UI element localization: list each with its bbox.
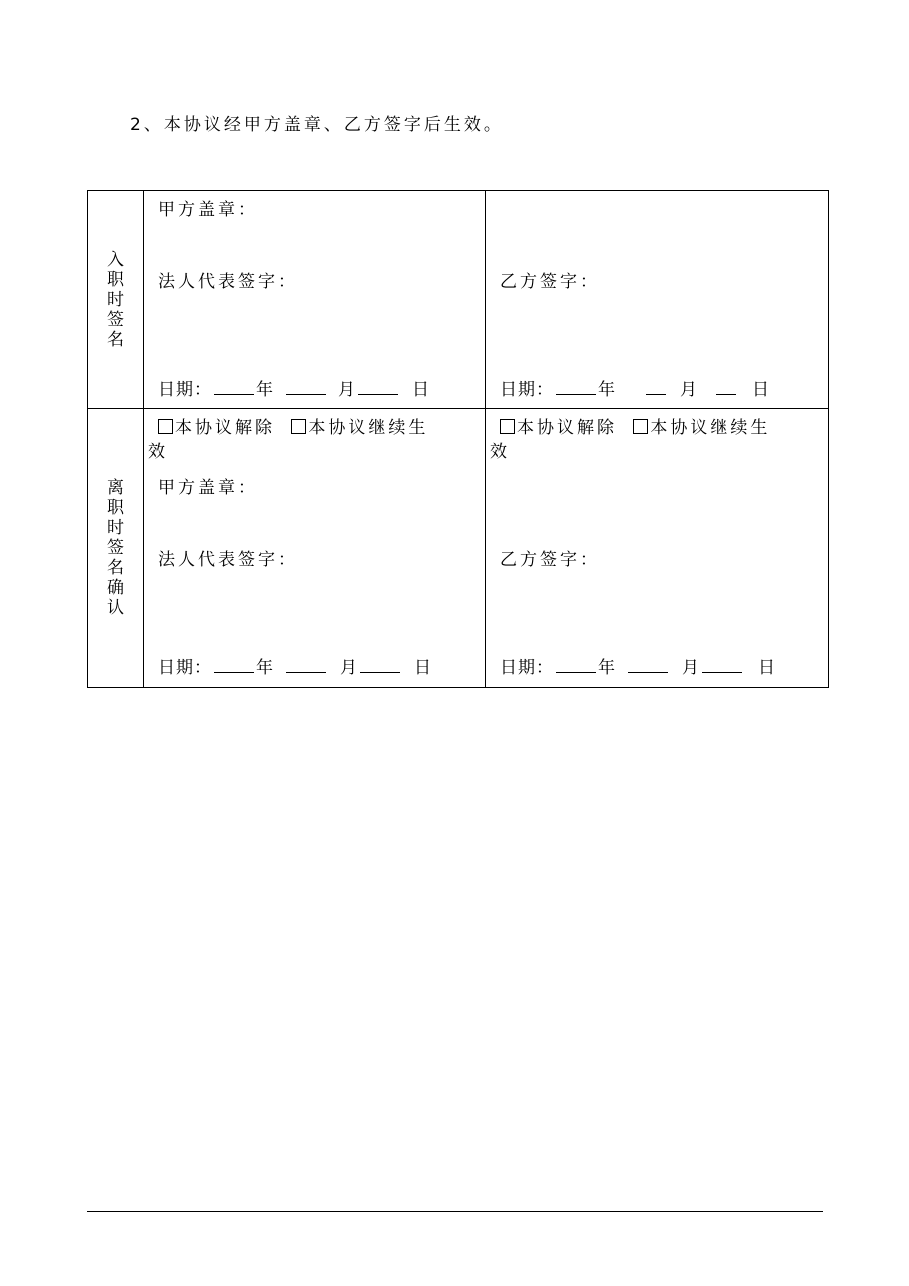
footer-divider — [87, 1211, 823, 1212]
continue-checkbox[interactable] — [633, 419, 648, 434]
continue-checkbox[interactable] — [291, 419, 306, 434]
month-blank[interactable] — [646, 380, 666, 395]
date-label: 日期： — [158, 380, 212, 400]
label-char: 职 — [107, 269, 124, 290]
label-char: 签 — [107, 538, 124, 559]
month-label: 月 — [680, 380, 698, 400]
terminate-option-label: 本协议解除 — [517, 418, 617, 439]
exit-party-a-options — [158, 413, 428, 438]
party-a-seal-label: 甲方盖章： — [158, 200, 258, 220]
legal-rep-signature-label: 法人代表签字： — [158, 272, 298, 292]
label-char: 名 — [107, 329, 124, 350]
continue-option-label: 本协议继续生 — [308, 418, 429, 439]
year-label: 年 — [598, 658, 616, 679]
terminate-checkbox[interactable] — [500, 419, 515, 434]
exit-party-b-options — [500, 413, 770, 438]
exit-party-b-date — [500, 653, 776, 678]
entry-party-a-date — [158, 375, 430, 400]
entry-signature-row — [88, 191, 829, 409]
entry-party-b-date — [500, 375, 770, 400]
effectiveness-clause: 2、本协议经甲方盖章、乙方签字后生效。 — [130, 115, 504, 135]
party-b-signature-label: 乙方签字： — [500, 550, 600, 571]
month-blank[interactable] — [628, 658, 668, 673]
year-label: 年 — [598, 380, 616, 400]
day-label: 日 — [414, 658, 432, 679]
year-blank[interactable] — [556, 380, 596, 395]
year-blank[interactable] — [214, 658, 254, 673]
label-char: 离 — [107, 478, 124, 499]
year-label: 年 — [256, 380, 274, 400]
terminate-option-label: 本协议解除 — [175, 418, 275, 439]
label-char: 职 — [107, 498, 124, 519]
entry-row-label — [88, 191, 144, 409]
label-char: 入 — [107, 249, 124, 270]
month-blank[interactable] — [286, 658, 326, 673]
day-label: 日 — [412, 380, 430, 400]
year-blank[interactable] — [556, 658, 596, 673]
legal-rep-signature-label: 法人代表签字： — [158, 550, 298, 571]
month-blank[interactable] — [286, 380, 326, 395]
exit-party-a-cell[interactable] — [144, 409, 486, 688]
entry-party-b-cell[interactable] — [486, 191, 829, 409]
label-char: 名 — [107, 558, 124, 579]
party-b-signature-label: 乙方签字： — [500, 272, 600, 292]
date-label: 日期： — [158, 658, 212, 679]
year-blank[interactable] — [214, 380, 254, 395]
party-a-seal-label: 甲方盖章： — [158, 478, 258, 499]
day-blank[interactable] — [358, 380, 398, 395]
exit-signature-row — [88, 409, 829, 688]
continue-option-wrap: 效 — [490, 442, 510, 463]
exit-row-label — [88, 409, 144, 688]
label-char: 时 — [107, 289, 124, 310]
day-blank[interactable] — [360, 658, 400, 673]
exit-party-b-cell[interactable] — [486, 409, 829, 688]
month-label: 月 — [340, 658, 358, 679]
continue-option-wrap: 效 — [148, 442, 168, 463]
month-label: 月 — [682, 658, 700, 679]
date-label: 日期： — [500, 380, 554, 400]
label-char: 认 — [107, 598, 124, 619]
label-char: 确 — [107, 578, 124, 599]
label-char: 签 — [107, 309, 124, 330]
year-label: 年 — [256, 658, 274, 679]
signature-table — [87, 190, 829, 688]
terminate-checkbox[interactable] — [158, 419, 173, 434]
month-label: 月 — [338, 380, 356, 400]
day-blank[interactable] — [716, 380, 736, 395]
continue-option-label: 本协议继续生 — [650, 418, 771, 439]
day-blank[interactable] — [702, 658, 742, 673]
day-label: 日 — [752, 380, 770, 400]
day-label: 日 — [758, 658, 776, 679]
label-char: 时 — [107, 518, 124, 539]
date-label: 日期： — [500, 658, 554, 679]
exit-party-a-date — [158, 653, 432, 678]
entry-party-a-cell[interactable] — [144, 191, 486, 409]
